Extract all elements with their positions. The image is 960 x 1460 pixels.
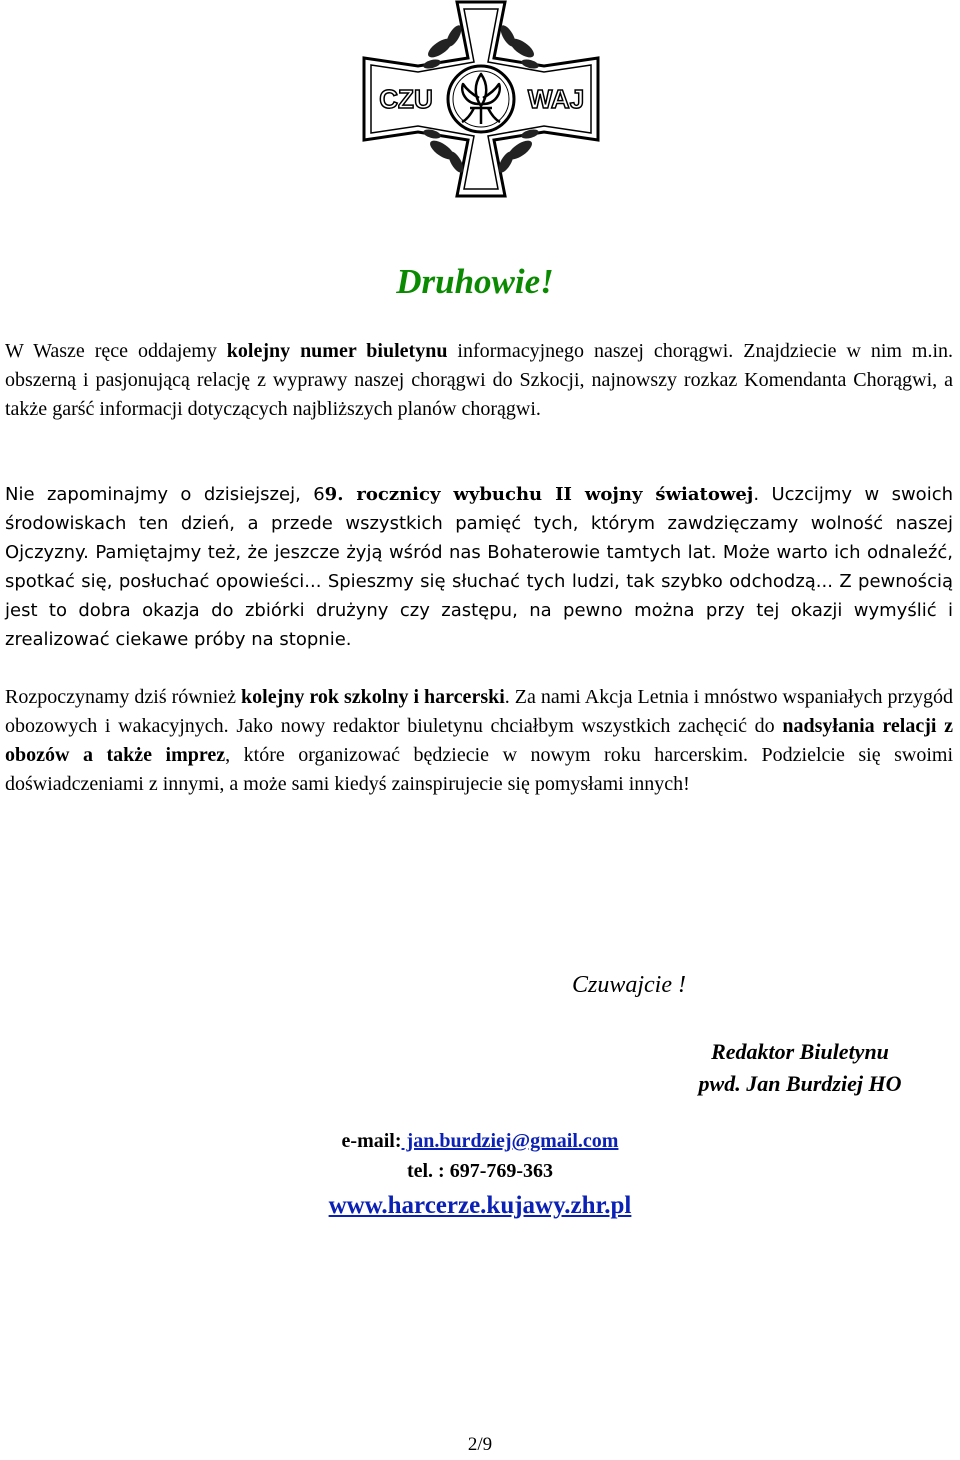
text: . Uczcijmy w swoich środowiskach ten dzień, a przede wszystkich pamięć tych, którym zawdzięczamy wolność naszej Ojczyzny. Pamiętajmy też, że jeszcze żyją wśród nas Bohaterowie tamtych lat. Może warto ich odnaleźć, spotkać się, posłuchać opowieści... Spieszmy się słuchać tych ludzi, tak szybko odchodzą... Z pewnością jest to dobra okazja do zbiórki drużyny czy zastępu, na pewno można przy tej okazji wymyślić i zrealizować ciekawe próby na stopnie. xyxy=(5,484,953,650)
school-year-paragraph xyxy=(5,683,953,799)
harcerski-cross-icon xyxy=(362,0,600,198)
email-link[interactable]: jan.burdziej@gmail.com xyxy=(401,1130,619,1152)
text: Nie zapominajmy o dzisiejszej, 6 xyxy=(5,484,325,505)
emblem-left-text: CZU xyxy=(379,84,433,114)
phone-line: tel. : 697-769-363 xyxy=(406,1160,554,1182)
signature-name: pwd. Jan Burdziej HO xyxy=(698,1071,902,1096)
text: Rozpoczynamy dziś również xyxy=(5,686,242,708)
emblem-right-text: WAJ xyxy=(527,84,585,114)
emphasis: kolejny numer biuletynu xyxy=(226,340,448,362)
email-line xyxy=(240,1126,720,1156)
signature xyxy=(660,1036,940,1100)
page-number: 2/9 xyxy=(467,1434,493,1455)
signature-role: Redaktor Biuletynu xyxy=(711,1039,889,1064)
text: , które organizować będziecie w nowym roku harcerskim. Podzielcie się swoimi doświadczeniami z innymi, a może sami kiedyś zainspirujecie się pomysłami innych! xyxy=(5,744,953,795)
website-line xyxy=(240,1186,720,1226)
website-link[interactable]: www.harcerze.kujawy.zhr.pl xyxy=(328,1192,632,1219)
emphasis: nadsyłania relacji z obozów a także imprez xyxy=(5,715,954,766)
emphasis: kolejny rok szkolny i harcerski xyxy=(241,686,505,708)
text: informacyjnego naszej chorągwi. Znajdziecie w nim m.in. obszerną i pasjonującą relację z wyprawy naszej chorągwi do Szkocji, najnowszy rozkaz Komendanta Chorągwi, a także garść informacji dotyczących najbliższych planów chorągwi. xyxy=(5,340,953,420)
contact-block xyxy=(240,1126,720,1226)
closing-greeting: Czuwajcie ! xyxy=(572,972,686,998)
greeting-heading: Druhowie! xyxy=(396,262,554,301)
text: W Wasze ręce oddajemy xyxy=(5,340,227,362)
intro-paragraph xyxy=(5,337,953,424)
text: . Za nami Akcja Letnia i mnóstwo wspaniałych przygód obozowych i wakacyjnych. Jako nowy redaktor biuletynu chciałbym wszystkich zachęcić do xyxy=(5,686,954,737)
anniversary-paragraph xyxy=(5,480,953,654)
emphasis: 9. rocznicy wybuchu II wojny światowej xyxy=(324,484,754,505)
email-label: e-mail: xyxy=(341,1130,402,1152)
